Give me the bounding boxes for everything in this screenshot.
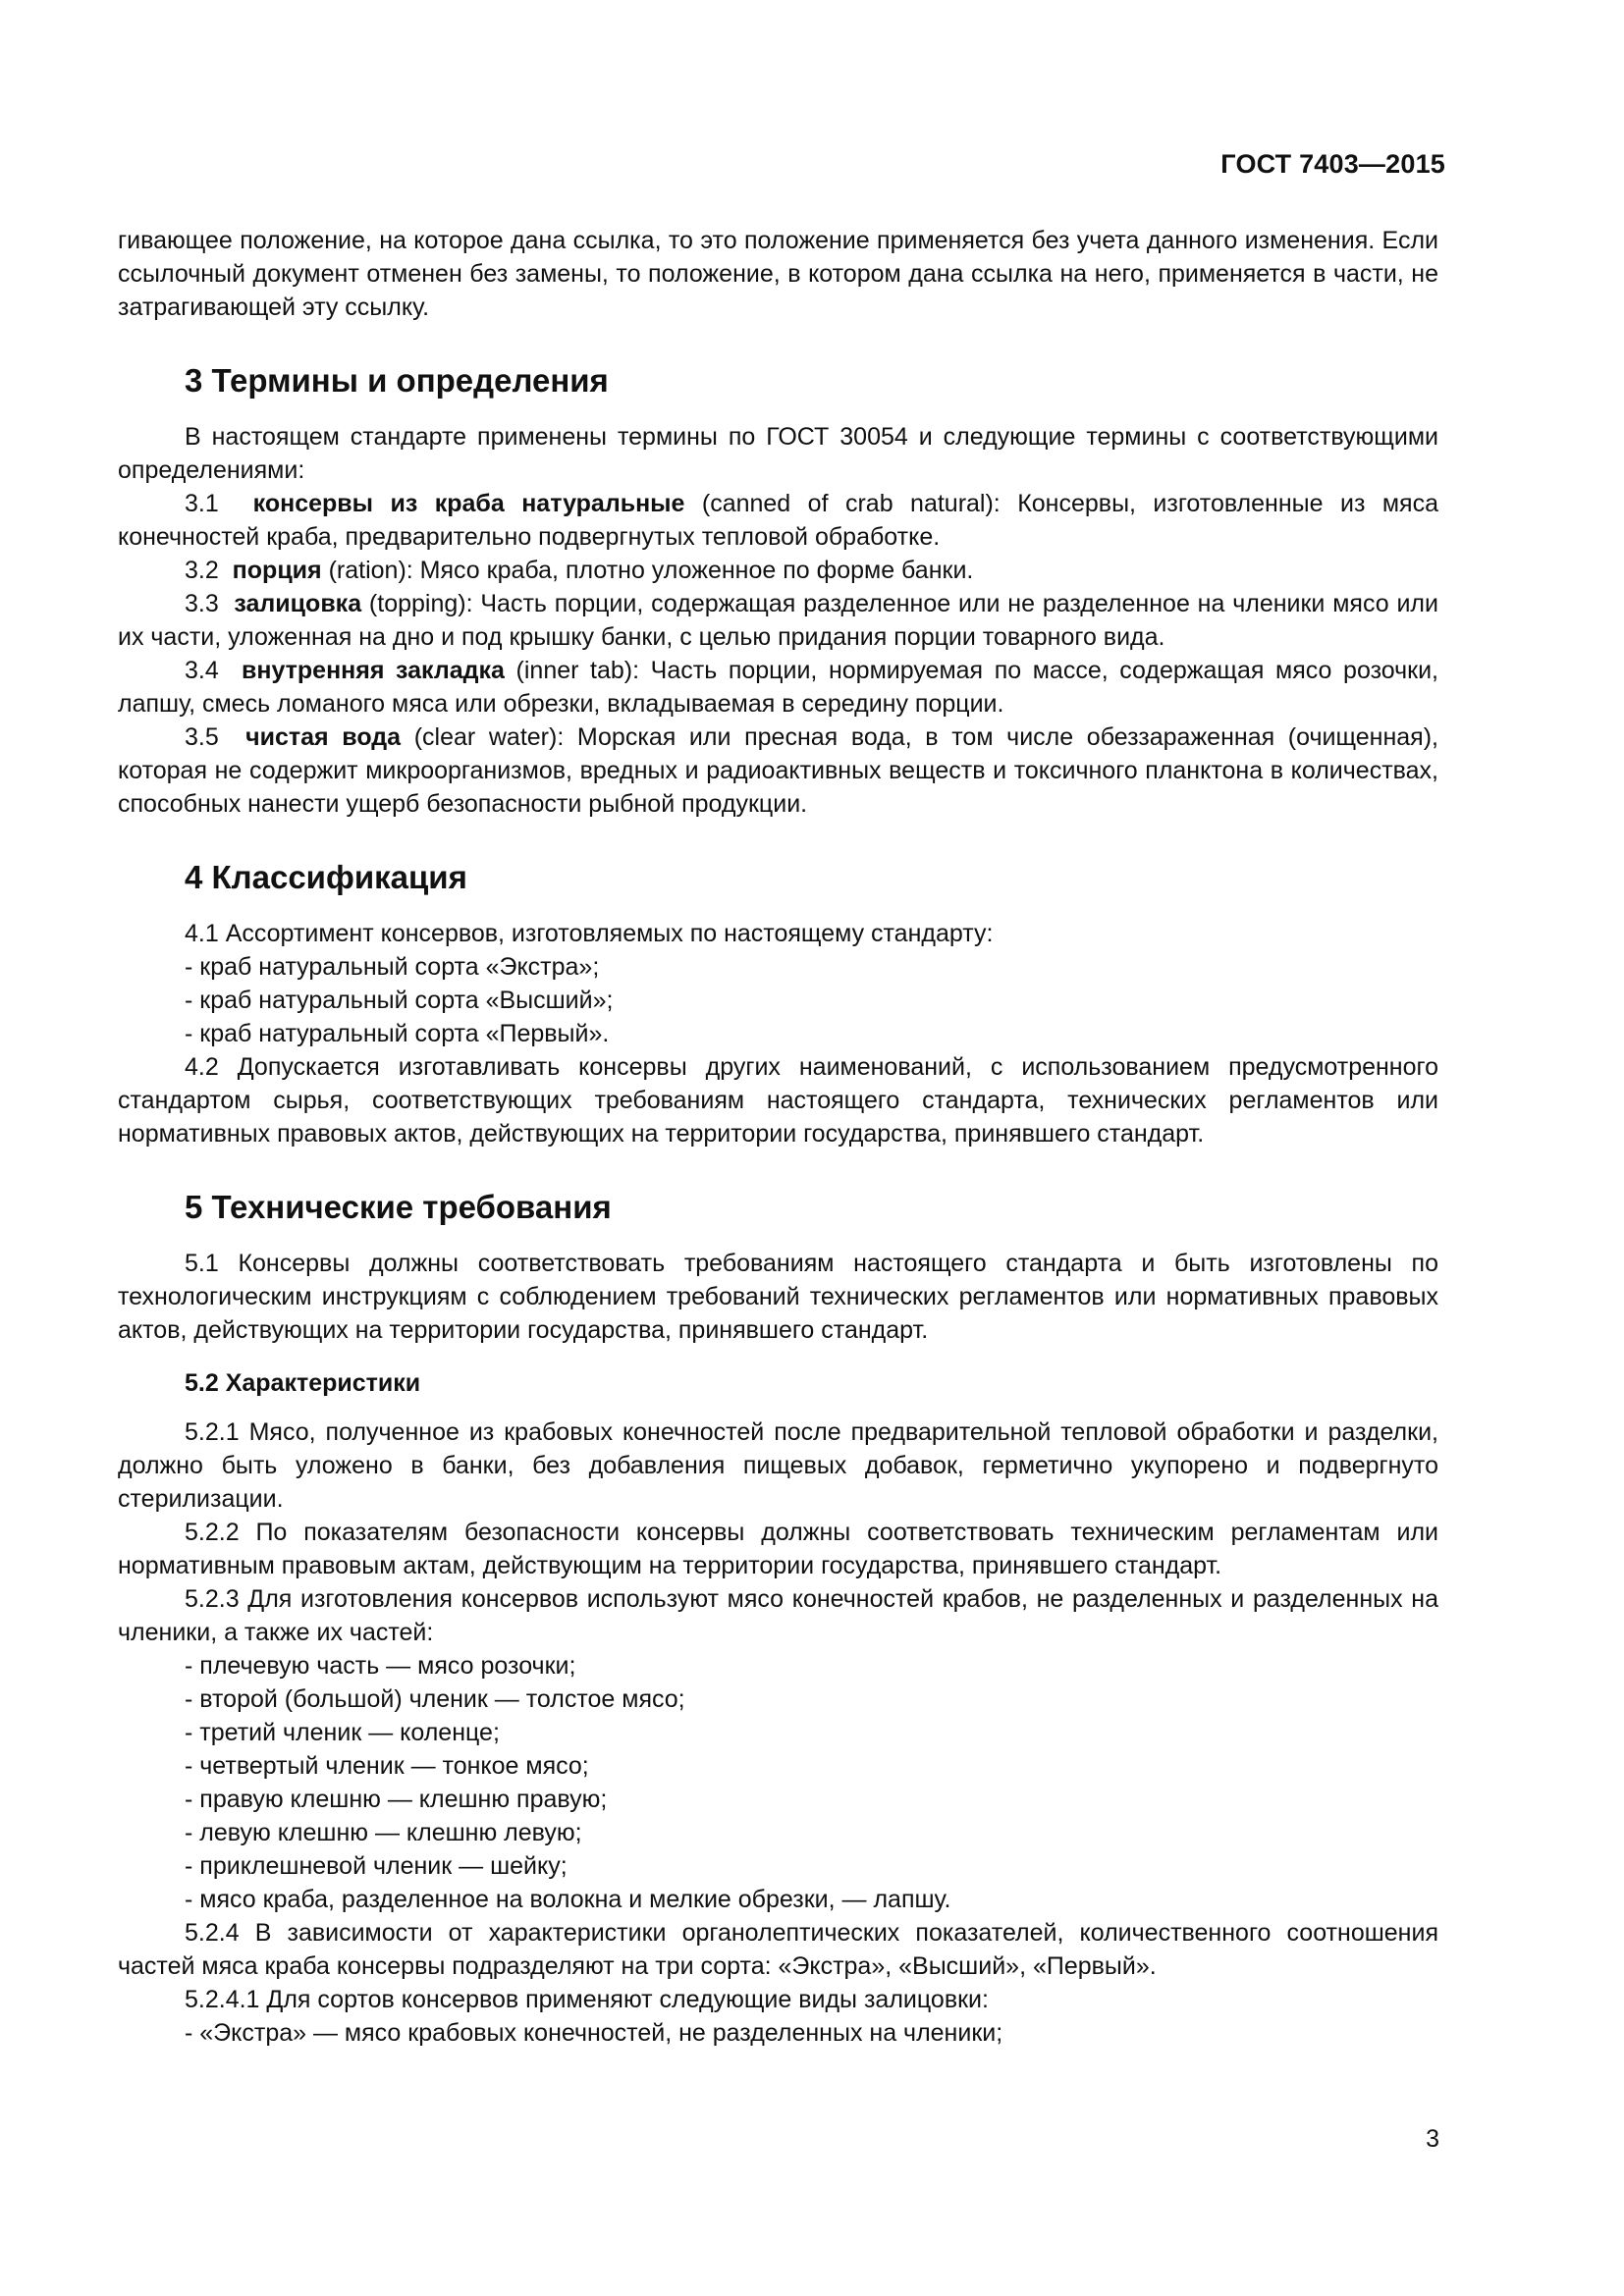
document-code-header: ГОСТ 7403—2015 [1220,149,1445,179]
term-3-1 [118,487,1438,554]
term-name: консервы из краба натуральные [252,490,685,517]
paragraph-5-2-4-1: 5.2.4.1 Для сортов консервов применяют следующие виды залицовки: [185,1986,989,2013]
term-definition: (topping): Часть порции, содержащая разделенное или не разделенное на членики мясо или их части, уложенная на дно и под крышку банки, с целью придания порции товарного вида. [118,590,1438,651]
list-item: - краб натуральный сорта «Первый». [185,1017,1438,1050]
list-item: - краб натуральный сорта «Высший»; [185,984,1438,1017]
section-4-title: 4 Классификация [185,859,467,895]
page-content [118,224,1438,2050]
term-number: 3.3 [185,590,219,617]
paragraph-5-2-2: 5.2.2 По показателям безопасности консервы должны соответствовать техническим регламентам или нормативным правовым актам, действующим на территории государства, принявшего стандарт. [118,1519,1438,1579]
page-number: 3 [1426,2125,1439,2153]
section-3-title: 3 Термины и определения [185,362,609,399]
term-number: 3.5 [185,723,219,751]
term-name: чистая вода [245,723,402,751]
term-number: 3.4 [185,657,219,684]
crab-parts-list [118,1649,1438,1916]
list-item: - мясо краба, разделенное на волокна и мелкие обрезки, — лапшу. [185,1883,1438,1916]
term-definition: (inner tab): Часть порции, нормируемая по массе, содержащая мясо розочки, лапшу, смесь ломаного мяса или обрезки, вкладываемая в середину порции. [118,657,1438,718]
term-3-4 [118,654,1438,721]
term-number: 3.1 [185,490,219,517]
assortment-list [118,950,1438,1050]
paragraph-5-2-4: 5.2.4 В зависимости от характеристики органолептических показателей, количественного соотношения частей мяса краба консервы подразделяют на три сорта: «Экстра», «Высший», «Первый». [118,1919,1438,1980]
list-item: - краб натуральный сорта «Экстра»; [185,950,1438,984]
paragraph-5-2-3: 5.2.3 Для изготовления консервов используют мясо конечностей крабов, не разделенных и разделенных на членики, а также их частей: [118,1585,1438,1646]
term-definition: (clear water): Морская или пресная вода, в том числе обеззараженная (очищенная), которая не содержит микроорганизмов, вредных и радиоактивных веществ и токсичного планктона в количествах, способных нанести ущерб безопасности рыбной продукции. [118,723,1438,818]
list-item: - третий членик — коленце; [185,1716,1438,1749]
list-item: - плечевую часть — мясо розочки; [185,1649,1438,1682]
term-3-3 [118,587,1438,654]
topping-list [118,2016,1438,2050]
subsection-5-2-title: 5.2 Характеристики [185,1369,421,1397]
term-3-5 [118,721,1438,821]
list-item: - приклешневой членик — шейку; [185,1849,1438,1883]
intro-paragraph: гивающее положение, на которое дана ссылка, то это положение применяется без учета данного изменения. Если ссылочный документ отменен без замены, то положение, в котором дана ссылка на него, применяется в части, не затрагивающей эту ссылку. [118,227,1438,321]
term-definition: (ration): Мясо краба, плотно уложенное по форме банки. [321,557,974,584]
list-item: - правую клешню — клешню правую; [185,1783,1438,1816]
paragraph-5-1: 5.1 Консервы должны соответствовать требованиям настоящего стандарта и быть изготовлены по технологическим инструкциям с соблюдением требований технических регламентов или нормативных правовых актов, действующих на территории государства, принявшего стандарт. [118,1250,1438,1344]
term-3-2 [118,554,1438,587]
term-name: порция [232,557,322,584]
paragraph-4-1: 4.1 Ассортимент консервов, изготовляемых по настоящему стандарту: [185,920,994,947]
term-definition: (canned of crab natural): Консервы, изготовленные из мяса конечностей краба, предварительно подвергнутых тепловой обработке. [118,490,1438,551]
list-item: - второй (большой) членик — толстое мясо; [185,1682,1438,1716]
list-item: - «Экстра» — мясо крабовых конечностей, не разделенных на членики; [185,2016,1438,2050]
term-name: внутренняя закладка [241,657,505,684]
section-5-title: 5 Технические требования [185,1189,612,1225]
paragraph-4-2: 4.2 Допускается изготавливать консервы других наименований, с использованием предусмотренного стандартом сырья, соответствующих требованиям настоящего стандарта, технических регламентов или нормативных правовых актов, действующих на территории государства, принявшего стандарт. [118,1053,1438,1148]
term-number: 3.2 [185,557,219,584]
section-3-lead: В настоящем стандарте применены термины по ГОСТ 30054 и следующие термины с соответствующими определениями: [118,423,1438,484]
paragraph-5-2-1: 5.2.1 Мясо, полученное из крабовых конечностей после предварительной тепловой обработки и разделки, должно быть уложено в банки, без добавления пищевых добавок, герметично укупорено и подвергнуто стерилизации. [118,1418,1438,1513]
list-item: - четвертый членик — тонкое мясо; [185,1749,1438,1783]
list-item: - левую клешню — клешню левую; [185,1816,1438,1849]
term-name: залицовка [234,590,362,617]
